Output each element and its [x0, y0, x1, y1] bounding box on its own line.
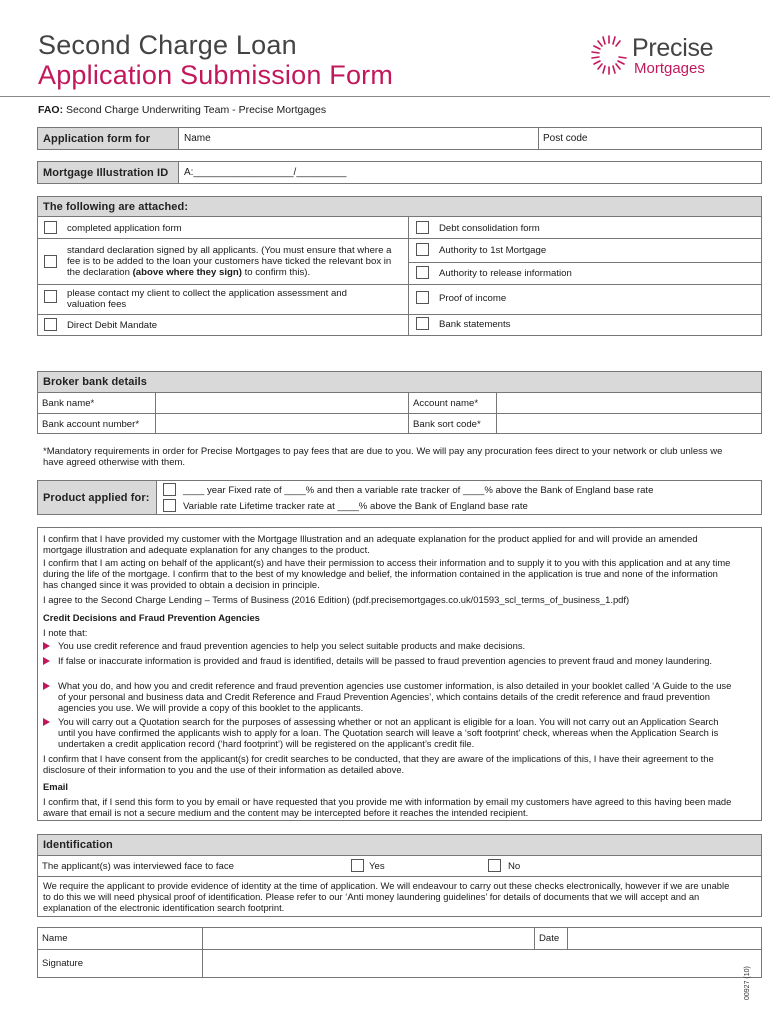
precise-mortgages-logo: [588, 30, 738, 82]
swirl-logo-icon: [588, 32, 630, 82]
confirmation-p2: I confirm that I am acting on behalf of the applicant(s) and have their permission to access their information and to supply it to you with this application and at any time during the life of the mortgage. I confirm that to the best of my knowledge and belief, the information contained in the application is true and none of the information has changed since it was provided to obtain a decision in principle.: [43, 557, 731, 590]
fao-line: [38, 104, 326, 116]
form-title-line1: Second Charge Loan: [38, 30, 297, 60]
bullet-item: What you do, and how you and credit reference and fraud prevention agencies use customer information, is also detailed in your booklet called ‘A Guide to the use of your personal and business data and Credit Reference and Fraud Prevention Agencies’, which contains details of the credit reference and fraud prevention agencies you use. We will provide a copy of this booklet to the applicants.: [58, 680, 732, 713]
sort-code-field[interactable]: [497, 414, 761, 433]
confirmation-p5: I confirm that, if I send this form to you by email or have requested that you provide me with information by email my customers have agreed to this having been made aware that email is not a secure medium and the content may be intercepted before it reaches the intended recipient.: [43, 796, 732, 818]
mortgage-illustration-value: A:__________________/_________: [184, 167, 347, 178]
attached-item: Authority to release information: [439, 268, 572, 279]
signoff-date-field[interactable]: [568, 928, 761, 948]
divider: [37, 314, 762, 315]
signature-field[interactable]: [203, 950, 761, 977]
sort-code-label: Bank sort code*: [413, 419, 481, 430]
attached-item: [67, 245, 403, 278]
form-title-line2: Application Submission Form: [38, 60, 394, 90]
account-number-label: Bank account number*: [42, 419, 140, 430]
interview-question: The applicant(s) was interviewed face to face: [42, 861, 234, 872]
date-label: Date: [539, 933, 560, 944]
identification-text: We require the applicant to provide evidence of identity at the time of application. We will endeavour to carry out these checks electronically, however if we are unable to do this we will need physical proof of identification. Please refer to our ‘Anti money laundering guidelines’ for details of documents that we will accept and an explanation of the electronic identification search footprint.: [43, 880, 730, 913]
account-name-field[interactable]: [497, 393, 761, 412]
attached-checkbox-direct-debit[interactable]: [44, 318, 57, 331]
confirmation-p3: I agree to the Second Charge Lending – Terms of Business (2016 Edition) (pdf.precisemortgages.co.uk/01593_scl_terms_of_business_1.pdf): [43, 594, 630, 605]
attached-checkbox-application[interactable]: [44, 221, 57, 234]
fao-label: FAO:: [38, 104, 64, 116]
attached-checkbox-contact-client[interactable]: [44, 290, 57, 303]
divider: [538, 127, 539, 150]
name-label: Name: [184, 133, 211, 144]
product-fixed-checkbox[interactable]: [163, 483, 176, 496]
product-fixed-option: ____ year Fixed rate of ____% and then a variable rate tracker of ____% above the Bank of England base rate: [183, 485, 654, 496]
bank-name-field[interactable]: [156, 393, 407, 412]
mandatory-note: *Mandatory requirements in order for Precise Mortgages to pay fees that are due to you. We will pay any procuration fees direct to your network or club unless we have agreed otherwise with them.: [43, 446, 723, 468]
note-that: I note that:: [43, 627, 88, 638]
applicant-name-field[interactable]: [222, 128, 537, 149]
product-variable-option: Variable rate Lifetime tracker rate at ____% above the Bank of England base rate: [183, 501, 528, 512]
no-label: No: [508, 861, 521, 872]
divider: [408, 392, 409, 434]
header-divider: [0, 96, 770, 97]
bullet-item: If false or inaccurate information is provided and fraud is identified, details will be passed to fraud prevention agencies to prevent fraud and money laundering.: [58, 655, 713, 666]
application-form-label: Application form for: [37, 127, 179, 150]
bullet-icon: [43, 641, 51, 649]
attached-item: Authority to 1st Mortgage: [439, 245, 547, 256]
divider: [37, 238, 762, 239]
declaration-text: standard declaration signed by all applicants. (You must ensure that where a fee is to be added to the loan your customers have ticked the relevant box in the declaration: [67, 245, 392, 278]
fao-text: Second Charge Underwriting Team - Precise Mortgages: [63, 104, 327, 116]
confirmation-p1: I confirm that I have provided my customer with the Mortgage Illustration and an adequate explanation for the product applied for and will provide an amended mortgage illustration and adequate explanation for any changes to the product.: [43, 533, 698, 555]
divider: [534, 927, 535, 949]
logo-word-precise: Precise: [632, 34, 714, 62]
divider: [37, 284, 762, 285]
account-name-label: Account name*: [413, 398, 479, 409]
yes-label: Yes: [369, 861, 385, 872]
attached-checkbox-declaration[interactable]: [44, 255, 57, 268]
mortgage-illustration-label: Mortgage Illustration ID: [37, 161, 179, 184]
logo-word-mortgages: Mortgages: [634, 60, 705, 77]
attached-checkbox-authority-release[interactable]: [416, 266, 429, 279]
bullet-icon: [43, 681, 51, 689]
divider: [37, 876, 762, 877]
email-heading: Email: [43, 781, 69, 792]
attached-item: Proof of income: [439, 293, 507, 304]
postcode-field[interactable]: [596, 128, 761, 149]
identification-heading: Identification: [37, 834, 762, 856]
attached-checkbox-proof-income[interactable]: [416, 291, 429, 304]
product-variable-checkbox[interactable]: [163, 499, 176, 512]
divider: [408, 216, 409, 336]
account-number-field[interactable]: [156, 414, 407, 433]
interview-no-checkbox[interactable]: [488, 859, 501, 872]
name-label: Name: [42, 933, 68, 944]
product-label: Product applied for:: [37, 480, 157, 515]
bullet-icon: [43, 656, 51, 664]
confirmation-p4: I confirm that I have consent from the applicant(s) for credit searches to be conducted, that they are aware of the implications of this, I have their agreement to the disclosure of their information to you and the use of their information as detailed above.: [43, 753, 714, 775]
signature-label: Signature: [42, 958, 84, 969]
attached-item: Direct Debit Mandate: [67, 320, 158, 331]
divider: [408, 262, 762, 263]
attached-item: Bank statements: [439, 319, 511, 330]
bullet-icon: [43, 717, 51, 725]
attached-item: completed application form: [67, 223, 182, 234]
signoff-name-field[interactable]: [203, 928, 533, 948]
form-reference: 00927 (10): [744, 966, 751, 1000]
attached-checkbox-bank-statements[interactable]: [416, 317, 429, 330]
attached-checkbox-debt-consolidation[interactable]: [416, 221, 429, 234]
attached-heading: The following are attached:: [37, 196, 762, 217]
attached-checkbox-authority-1st[interactable]: [416, 243, 429, 256]
interview-yes-checkbox[interactable]: [351, 859, 364, 872]
bank-name-label: Bank name*: [42, 398, 95, 409]
bullet-item: You use credit reference and fraud prevention agencies to help you select suitable products and make decisions.: [58, 640, 526, 651]
bullet-item: You will carry out a Quotation search for the purposes of assessing whether or not an applicant is eligible for a loan. You will not carry out an Application Search until you have confirmed the applicants wish to apply for a loan. The Quotation search will leave a ‘soft footprint’ check, whereas when the Application Search is undertaken a credit application record (‘hard footprint’) will be registered on the applicant’s credit file.: [58, 716, 719, 749]
credit-heading: Credit Decisions and Fraud Prevention Agencies: [43, 612, 260, 623]
postcode-label: Post code: [543, 133, 588, 144]
declaration-tail: to confirm this).: [241, 267, 311, 278]
declaration-bold: (above where they sign): [132, 267, 242, 278]
attached-item: Debt consolidation form: [439, 223, 540, 234]
attached-item: please contact my client to collect the application assessment and valuation fees: [67, 288, 347, 310]
broker-bank-heading: Broker bank details: [37, 371, 762, 393]
